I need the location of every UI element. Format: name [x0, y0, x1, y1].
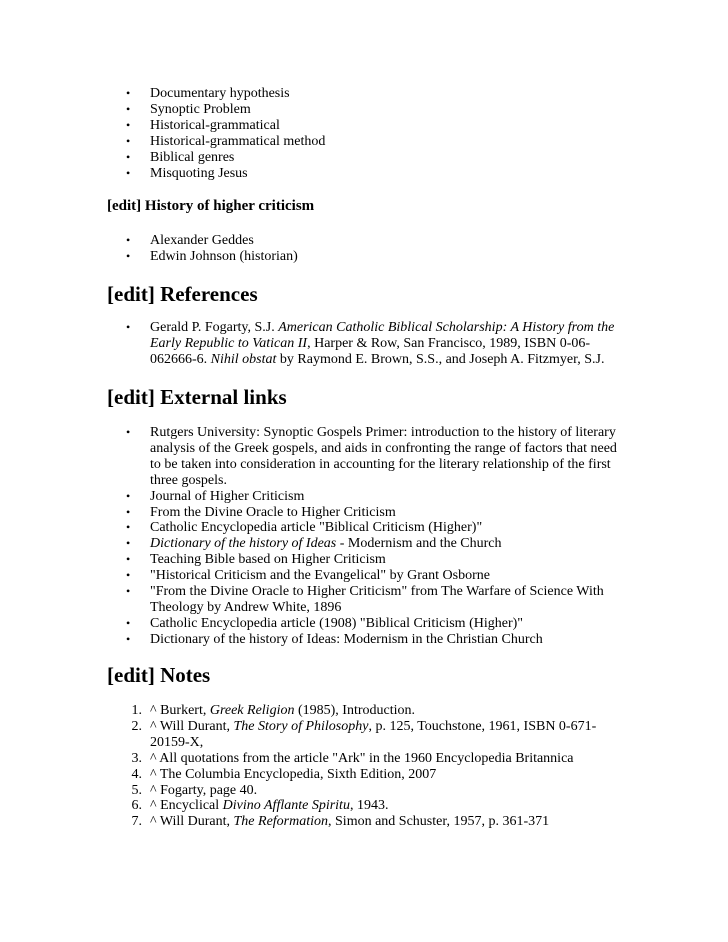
- bullet-icon: •: [126, 552, 131, 567]
- bullet-icon: •: [126, 488, 131, 503]
- link[interactable]: Catholic Encyclopedia article (1908) "Biblical Criticism (Higher)": [150, 615, 523, 631]
- history-list: [126, 233, 620, 265]
- link-tail: - Modernism and the Church: [336, 536, 502, 552]
- list-item[interactable]: [126, 101, 620, 118]
- list-item[interactable]: [126, 425, 620, 489]
- bullet-icon: •: [126, 248, 131, 263]
- list-item[interactable]: [126, 117, 620, 134]
- list-item[interactable]: [126, 233, 620, 249]
- note-text-tail: , Simon and Schuster, 1957, p. 361-371: [328, 814, 550, 830]
- bullet-icon: •: [126, 504, 131, 519]
- list-item[interactable]: [126, 248, 620, 265]
- note-number: 6.: [131, 798, 142, 814]
- reference-tail: by Raymond E. Brown, S.S., and Joseph A. Fitzmyer, S.J.: [276, 351, 605, 367]
- link[interactable]: From the Divine Oracle to Higher Criticism: [150, 504, 396, 520]
- history-heading: [edit] History of higher criticism: [107, 198, 315, 214]
- bullet-icon: •: [126, 101, 131, 116]
- link[interactable]: Dictionary of the history of Ideas: Modernism in the Christian Church: [150, 631, 543, 647]
- note-item: [131, 798, 620, 814]
- note-text-tail: , p. 125, Touchstone, 1961, ISBN 0-671-20159-X,: [150, 718, 597, 750]
- note-italic: Greek Religion: [209, 703, 295, 718]
- note-text[interactable]: ^ Encyclical: [150, 798, 223, 814]
- see-also-list: [126, 86, 620, 181]
- list-item[interactable]: [126, 488, 620, 505]
- bullet-icon: •: [126, 425, 131, 439]
- bullet-icon: •: [126, 233, 131, 247]
- references-list: [126, 320, 620, 368]
- bullet-icon: •: [126, 149, 131, 164]
- bullet-icon: •: [126, 584, 131, 599]
- note-item: [131, 782, 620, 799]
- link[interactable]: Historical-grammatical: [150, 117, 280, 133]
- link[interactable]: "From the Divine Oracle to Higher Criticism" from The Warfare of Science With Theology by Andrew White, 1896: [150, 584, 604, 615]
- reference-item: [126, 320, 620, 368]
- note-number: 3.: [131, 750, 142, 766]
- bullet-icon: •: [126, 536, 131, 551]
- link[interactable]: Alexander Geddes: [150, 233, 254, 248]
- note-text[interactable]: ^ Fogarty, page 40.: [150, 782, 258, 798]
- link[interactable]: "Historical Criticism and the Evangelical" by Grant Osborne: [150, 568, 490, 584]
- bullet-icon: •: [126, 86, 131, 100]
- list-item[interactable]: [126, 165, 620, 182]
- list-item[interactable]: [126, 133, 620, 150]
- note-text[interactable]: ^ Burkert,: [150, 703, 210, 718]
- link[interactable]: Misquoting Jesus: [150, 165, 248, 181]
- notes-heading: [edit] Notes: [107, 663, 211, 687]
- note-text[interactable]: ^ Will Durant,: [150, 718, 234, 734]
- list-item[interactable]: [126, 536, 620, 552]
- list-item[interactable]: [126, 149, 620, 166]
- bullet-icon: •: [126, 165, 131, 180]
- link[interactable]: Historical-grammatical method: [150, 133, 326, 149]
- reference-author: Gerald P. Fogarty, S.J.: [150, 320, 279, 335]
- link[interactable]: Teaching Bible based on Higher Criticism: [150, 552, 386, 568]
- note-item: [131, 750, 620, 767]
- references-heading: [edit] References: [107, 282, 258, 306]
- reference-title: American Catholic Biblical Scholarship: A History from the Early Republic to Vatican II: [150, 320, 615, 351]
- external-links-heading: [edit] External links: [107, 385, 287, 409]
- list-item[interactable]: [126, 631, 620, 648]
- bullet-icon: •: [126, 520, 131, 535]
- note-text[interactable]: ^ The Columbia Encyclopedia, Sixth Edition, 2007: [150, 766, 437, 782]
- note-italic: The Reformation: [233, 814, 329, 830]
- note-item: [131, 718, 620, 751]
- list-item[interactable]: [126, 615, 620, 632]
- note-number: 2.: [131, 718, 142, 734]
- bullet-icon: •: [126, 631, 131, 646]
- note-number: 7.: [131, 814, 142, 830]
- notes-list: [131, 703, 620, 830]
- note-item: [131, 703, 620, 719]
- list-item[interactable]: [126, 584, 620, 616]
- list-item[interactable]: [126, 552, 620, 568]
- note-text-tail: (1985), Introduction.: [294, 703, 415, 718]
- list-item[interactable]: [126, 504, 620, 521]
- reference-publisher: , Harper & Row, San Francisco, 1989, ISBN 0-06-062666-6.: [150, 335, 591, 367]
- bullet-icon: •: [126, 117, 131, 132]
- reference-nihil: Nihil obstat: [210, 351, 277, 367]
- note-item: [131, 814, 620, 830]
- bullet-icon: •: [126, 615, 131, 630]
- link[interactable]: Rutgers University: Synoptic Gospels Primer: introduction to the history of literary analysis of the Greek gospels, and aids in confronting the range of factors that need to be taken into consideration in accounting for the literary relationship of the first three gospels.: [150, 425, 617, 488]
- link[interactable]: Catholic Encyclopedia article "Biblical Criticism (Higher)": [150, 520, 483, 536]
- link[interactable]: Documentary hypothesis: [150, 86, 290, 101]
- list-item[interactable]: [126, 86, 620, 102]
- link-italic[interactable]: Dictionary of the history of Ideas: [150, 536, 337, 552]
- note-text[interactable]: ^ Will Durant,: [150, 814, 234, 830]
- note-italic: Divino Afflante Spiritu: [222, 798, 350, 814]
- note-number: 5.: [131, 782, 142, 798]
- list-item[interactable]: [126, 568, 620, 584]
- bullet-icon: •: [126, 568, 131, 583]
- link[interactable]: Edwin Johnson (historian): [150, 248, 298, 264]
- note-text-tail: , 1943.: [349, 798, 389, 814]
- link[interactable]: Biblical genres: [150, 149, 235, 165]
- note-text[interactable]: ^ All quotations from the article "Ark" in the 1960 Encyclopedia Britannica: [150, 750, 574, 766]
- bullet-icon: •: [126, 320, 131, 334]
- link[interactable]: Synoptic Problem: [150, 101, 251, 117]
- note-item: [131, 766, 620, 783]
- note-number: 4.: [131, 766, 142, 782]
- note-italic: The Story of Philosophy: [233, 718, 369, 734]
- note-number: 1.: [131, 703, 142, 718]
- bullet-icon: •: [126, 133, 131, 148]
- link[interactable]: Journal of Higher Criticism: [150, 488, 305, 504]
- external-links-list: [126, 425, 620, 648]
- list-item[interactable]: [126, 520, 620, 536]
